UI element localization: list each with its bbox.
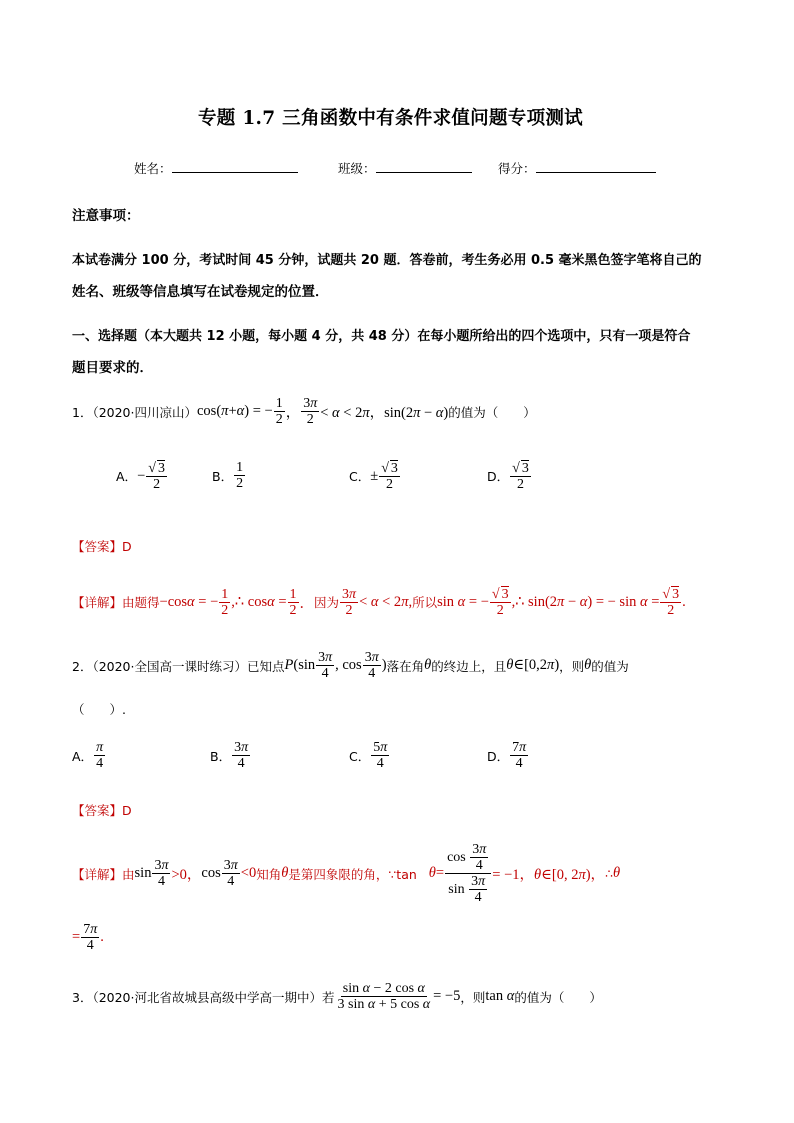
notice-heading: 注意事项：: [72, 208, 140, 224]
q2-answer-label: 【答案】: [72, 803, 123, 818]
score-label: 得分：: [498, 161, 536, 176]
q1-answer: [72, 537, 132, 555]
question-1: 1．（2020·四川凉山） cos(π+α) = − $\frac{1}{2}$ ， $\frac{3\pi}{2}$ < α < 2π，sin(2π − α) 的值为（ ）: [72, 396, 536, 428]
q1-option-c[interactable]: C． ± $\frac{√ 3}{2}$: [349, 461, 398, 493]
q3-prefix: 3．（2020·河北省故城县高级中学高一期中）若: [72, 989, 335, 1005]
score-blank[interactable]: [536, 160, 656, 173]
q1-option-b[interactable]: B． $\frac{1}{2}$: [212, 460, 244, 492]
name-blank[interactable]: [172, 160, 298, 173]
class-blank[interactable]: [376, 160, 472, 173]
q2-answer-value: D: [122, 803, 132, 818]
notice-line-2: 姓名、班级等信息填写在试卷规定的位置．: [72, 284, 329, 300]
q1-option-a[interactable]: A． − $\frac{√ 3}{2}$: [116, 461, 165, 493]
q2-option-a[interactable]: A． $\frac{\pi}{4}$: [72, 740, 104, 772]
q2-detail-label: 【详解】: [72, 866, 123, 882]
section-line-1: 一、选择题（本大题共 12 小题，每小题 4 分，共 48 分）在每小题所给出的四个选项中，只有一项是符合: [72, 329, 691, 344]
name-label: 姓名：: [134, 161, 172, 176]
q1-frac-half: $\frac{1}{2}$: [275, 396, 283, 428]
q1-frac-3pi2: $\frac{3\pi}{2}$: [303, 396, 318, 428]
q1-tail: 的值为（ ）: [448, 404, 536, 420]
q2-prefix: 2．（2020·全国高一课时练习）已知点: [72, 658, 285, 674]
name-field: [134, 159, 298, 177]
q1-answer-value: D: [122, 539, 132, 554]
q2-detail: 【详解】 由 sin $\frac{3\pi}{4}$ >0， cos $\frac{3\pi}{4}$ <0 知角 θ 是第四象限的角，∵tan θ = cos $\frac{3\pi}{4}$ sin $\frac{3\pi}{4}$ = −1，θ∈[0, 2π)， ∴ θ: [72, 842, 621, 906]
q1-detail: 【详解】 由题得 −cosα = − $\frac{1}{2}$ ,∴ cosα = $\frac{1}{2}$ ． 因为 $\frac{3\pi}{2}$ < α < 2π, 所以 sin α = − $\frac{√ 3}{2}$ ,∴ sin(2π − α) = − sin α = $\frac{√ 3}{2}$ .: [72, 586, 686, 619]
q2-option-b[interactable]: B． $\frac{3\pi}{4}$: [210, 740, 249, 772]
q2-option-c[interactable]: C． $\frac{5\pi}{4}$: [349, 740, 388, 772]
section-line-2: 题目要求的．: [72, 360, 153, 376]
q2-option-d[interactable]: D． $\frac{7\pi}{4}$: [487, 740, 527, 772]
q1-prefix: 1．（2020·四川凉山）: [72, 404, 197, 420]
class-label: 班级：: [338, 161, 376, 176]
q1-option-d[interactable]: D． $\frac{√ 3}{2}$: [487, 461, 529, 493]
q1-formula: cos(π+α) = −: [197, 403, 273, 420]
q2-answer: [72, 801, 132, 819]
score-field: [498, 159, 656, 177]
notice-line-1: 本试卷满分 100 分，考试时间 45 分钟，试题共 20 题．答卷前，考生务必用 0.5 毫米黑色签字笔将自己的: [72, 253, 702, 268]
question-2: 2．（2020·全国高一课时练习）已知点 P(sin $\frac{3\pi}{4}$ , cos $\frac{3\pi}{4}$ ) 落在角 θ 的终边上，且 θ∈[0,2π) ，则 θ 的值为: [72, 650, 629, 682]
q2-line-2: （ ）.: [72, 702, 126, 717]
class-field: [338, 159, 472, 177]
q1-answer-label: 【答案】: [72, 539, 123, 554]
question-3: 3．（2020·河北省故城县高级中学高一期中）若 $\frac{\text{sin α − 2 cos α}}{\text{3 sin α + 5 cos α}}$ = −5 ，则 tan α 的值为（ ）: [72, 981, 602, 1013]
q1-detail-label: 【详解】: [72, 595, 123, 611]
q2-detail-result: = $\frac{7\pi}{4}$ .: [72, 922, 104, 954]
page-title: 专题 1.7 三角函数中有条件求值问题专项测试: [198, 108, 583, 129]
